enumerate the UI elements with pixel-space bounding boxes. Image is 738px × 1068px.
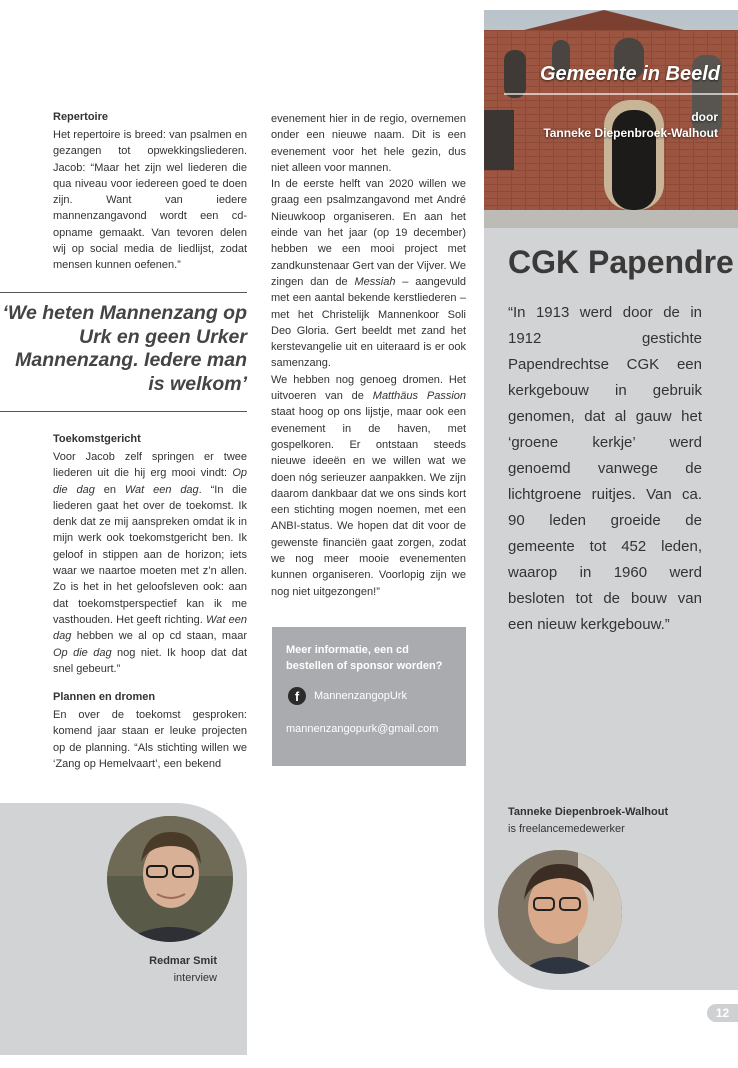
toekomst-heading: Toekomstgericht (53, 433, 141, 445)
pull-quote (0, 292, 247, 412)
author-name: Tanneke Diepenbroek-Walhout (508, 806, 669, 818)
right-headline: CGK Papendre (508, 244, 734, 280)
interviewer-role: interview (173, 972, 217, 984)
author-avatar (498, 850, 622, 974)
col2-text: evenement hier in de regio, overnemen onder een nieuwe naam. Dit is een evenement voor het hele gezin, dus niet alleen voor mannen. In de eerste helft van 2020 willen we graag een psalmzangavond met André Nieuwkoop organiseren. En aan het einde van het jaar (op 19 december) hebben we een mooi project met zandkunstenaar Gert van der Vijver. We zingen dan de Messiah – aangevuld met een aantal bekende kerstliederen – met het Christelijk Mannenkoor Soli Deo Gloria. Gert beeldt met zand het kerstevangelie uit en uiteraard is er ook samenzang. We hebben nog genoeg dromen. Het uitvoeren van de Matthäus Passion staat hoog op ons lijstje, maar ook een evenement in de haven, met gospelkoren. Er ontstaan steeds nieuwe ideeën en we willen wat we doen nóg serieuzer aanpakken. We zijn daarom dankbaar dat we ons sinds kort een stichting mogen noemen, met een ANBI-status. We hopen dat dit voor de gewenste financiën gaat zorgen, zodat we nog meer mooie evenementen kunnen organiseren. Voorlopig zijn we nog niet uitgezongen!” (271, 113, 467, 598)
section-title: Gemeente in Beeld (539, 63, 720, 85)
plannen-heading: Plannen en dromen (53, 691, 156, 703)
page-number: 12 (707, 1004, 738, 1022)
byline-author: Tanneke Diepenbroek-Walhout (543, 126, 718, 140)
repertoire-heading: Repertoire (53, 111, 109, 123)
facebook-link[interactable]: MannenzangopUrk (314, 690, 407, 702)
repertoire-text: Het repertoire is breed: van psalmen en gezangen tot opwekkingsliederen. Jacob: “Maar het zijn wel liederen die qua niveau voor iedereen goed te doen zijn. Want van iedere mannenzangavond wordt een cd-opname gemaakt. Van tevoren delen wij op social media de liedlijst, zodat mensen kunnen oefenen.” (53, 129, 247, 272)
plannen-text: En over de toekomst gesproken: komend jaar staan er leuke projecten op de planning. “Als stichting willen we ‘Zang op Hemelvaart’, een bekend (53, 709, 247, 770)
author-role: is freelancemedewerker (508, 823, 625, 835)
facebook-icon: f (288, 687, 306, 705)
email-link[interactable]: mannenzangopurk@gmail.com (286, 723, 439, 735)
byline-door: door (691, 110, 718, 124)
interviewer-avatar (107, 816, 233, 942)
toekomst-text: Voor Jacob zelf springen er twee liederen uit die hij erg mooi vindt: Op die dag en Wat een dag. “In die liederen gaat het over de toekomst. Ik denk dat ze mij aanspreken omdat ik in mijn werk ook toekomstgericht ben. Ik geloof in stippen aan de horizon; iets waar we naartoe moeten met z’n allen. Zo is het in het geloofsleven ook: aan dat toekomstperspectief kan ik me vasthouden. Het geeft richting. Wat een dag hebben we al op cd staan, maar Op die dag nog niet. Ik hoop dat dat snel gebeurt.” (53, 451, 247, 675)
pull-quote-text: ‘We heten Mannenzang op Urk en geen Urker Mannenzang. Iedere man is welkom’ (2, 302, 247, 395)
info-box-title: Meer informatie, een cd bestellen of sponsor worden? (286, 644, 443, 672)
right-article-quote: “In 1913 werd door de in 1912 gestichte Papendrechtse CGK een kerkgebouw in gebruik genomen, dat al gauw het ‘groene kerkje’ werd genoemd vanwege de lichtgroene ruitjes. Van ca. 90 leden groeide de gemeente tot 452 leden, waarop in 1960 werd besloten tot de bouw van een nieuw kerkgebouw.” (508, 304, 702, 633)
interviewer-name: Redmar Smit (149, 955, 217, 967)
info-box (272, 627, 466, 766)
